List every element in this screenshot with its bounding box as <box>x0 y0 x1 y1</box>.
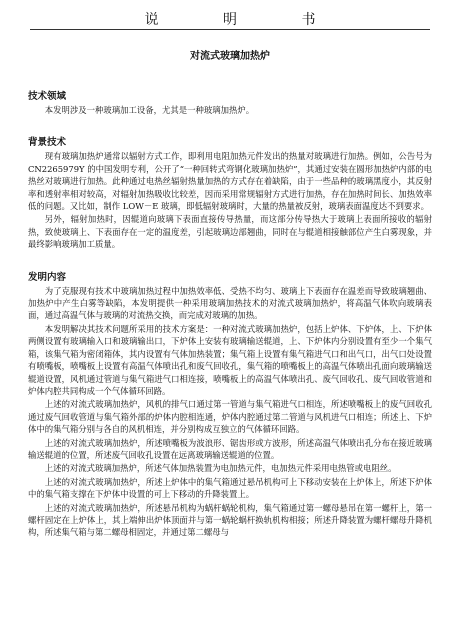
paragraph: 上述的对流式玻璃加热炉，所述上炉体中的集气箱通过悬吊机构可上下移动安装在上炉体上，所述下炉体中的集气箱支撑在下炉体中设置的可上下移动的升降装置上。 <box>28 476 432 500</box>
paragraph: 本发明解决其技术问题所采用的技术方案是：一种对流式玻璃加热炉，包括上炉体、下炉体，上、下炉体两侧设置有玻璃输入口和玻璃输出口，下炉体上安装有玻璃输送辊道，上、下炉体内分别设置有至少一个集气箱，该集气箱为密闭箱体，其内设置有气体加热装置；集气箱上设置有集气箱进气口和出气口，出气口处设置有喷嘴板，喷嘴板上设置有高温气体喷出孔和废气回收孔，集气箱的喷嘴板上的高温气体喷出孔面向玻璃输送辊道设置，风机通过管道与集气箱进气口相连接，喷嘴板上的高温气体喷出孔、废气回收孔、废气回收管道和炉体内腔共同构成一个气体循环回路。 <box>28 323 432 396</box>
paragraph: 本发明涉及一种玻璃加工设备，尤其是一种玻璃加热炉。 <box>44 105 255 115</box>
paragraph: 另外，辐射加热时，因辊道向玻璃下表面直接传导热量，而这部分传导热大于玻璃上表面所接收的辐射热，致使玻璃上、下表面存在一定的温度差，引起玻璃边部翘曲，同时在与辊道相接触部位产生白雾现象，并最终影响玻璃加工质量。 <box>28 214 432 250</box>
paragraph: 上述的对流式玻璃加热炉，风机的排气口通过第一管道与集气箱进气口相连，所述喷嘴板上的废气回收孔通过废气回收管道与集气箱外部的炉体内腔相连通，炉体内腔通过第二管道与风机进气口相连；所述上、下炉体中的集气箱分别与各自的风机相连，并分别构成互独立的气体循环回路。 <box>28 399 432 435</box>
paragraph: 上述的对流式玻璃加热炉，所述喷嘴板为波浪形、锯齿形或方波形，所述高温气体喷出孔分布在接近玻璃输送辊道的位置，所述废气回收孔设置在远离玻璃输送辊道的位置。 <box>28 437 432 460</box>
paragraph: 上述的对流式玻璃加热炉，所述气体加热装置为电加热元件，电加热元件采用电热管或电阻丝。 <box>44 463 397 474</box>
section-background <box>28 134 432 250</box>
header-rule <box>30 29 430 30</box>
section-heading: 技术领域 <box>28 91 67 102</box>
section-summary <box>28 269 432 539</box>
paragraph: 上述的对流式玻璃加热炉，所述悬吊机构为蜗杆蜗轮机构，集气箱通过第一螺母悬吊在第一螺杆上，第一螺杆固定在上炉体上，其上端伸出炉体顶面并与第一蜗轮蜗杆换轨机构相接；所述升降装置为螺杆螺母升降机构，所述集气箱与第二螺母相固定，并通过第二螺母与 <box>28 502 432 538</box>
section-heading: 发明内容 <box>28 271 67 283</box>
paragraph: 现有玻璃加热炉通常以辐射方式工作，即利用电阻加热元件发出的热量对玻璃进行加热。例如，公告号为 CN2265979Y 的中国发明专利，公开了“一种回转式弯钢化玻璃加热炉”，其通过安装在圆形加热炉内部的电热丝对玻璃进行加热。此种通过电热丝辐射热量加热的方式存在着缺陷，由于一些品种的玻璃黑度小，其反射率和透射率相对较高，对辐射加热吸收比较差，因而采用常规辐射方式进行加热，存在加热时间长、加热效率低的问题。又比如，制作 LOW－E 玻璃，即低辐射玻璃时，大量的热量被反射，玻璃表面温度达不到要求。 <box>28 151 432 212</box>
paragraph: 为了克服现有技术中玻璃加热过程中加热效率低、受热不均匀、玻璃上下表面存在温差而导致玻璃翘曲、加热炉中产生白雾等缺陷，本发明提供一种采用玻璃加热技术的对流式玻璃加热炉，将高温气体吹向玻璃表面，通过高温气体与玻璃的对流热交换，而完成对玻璃的加热。 <box>28 285 432 321</box>
document-header: 说 明 书 <box>144 12 346 28</box>
document-title: 对流式玻璃加热炉 <box>190 51 270 62</box>
section-heading: 背景技术 <box>28 137 67 149</box>
section-technical-field <box>28 88 432 116</box>
